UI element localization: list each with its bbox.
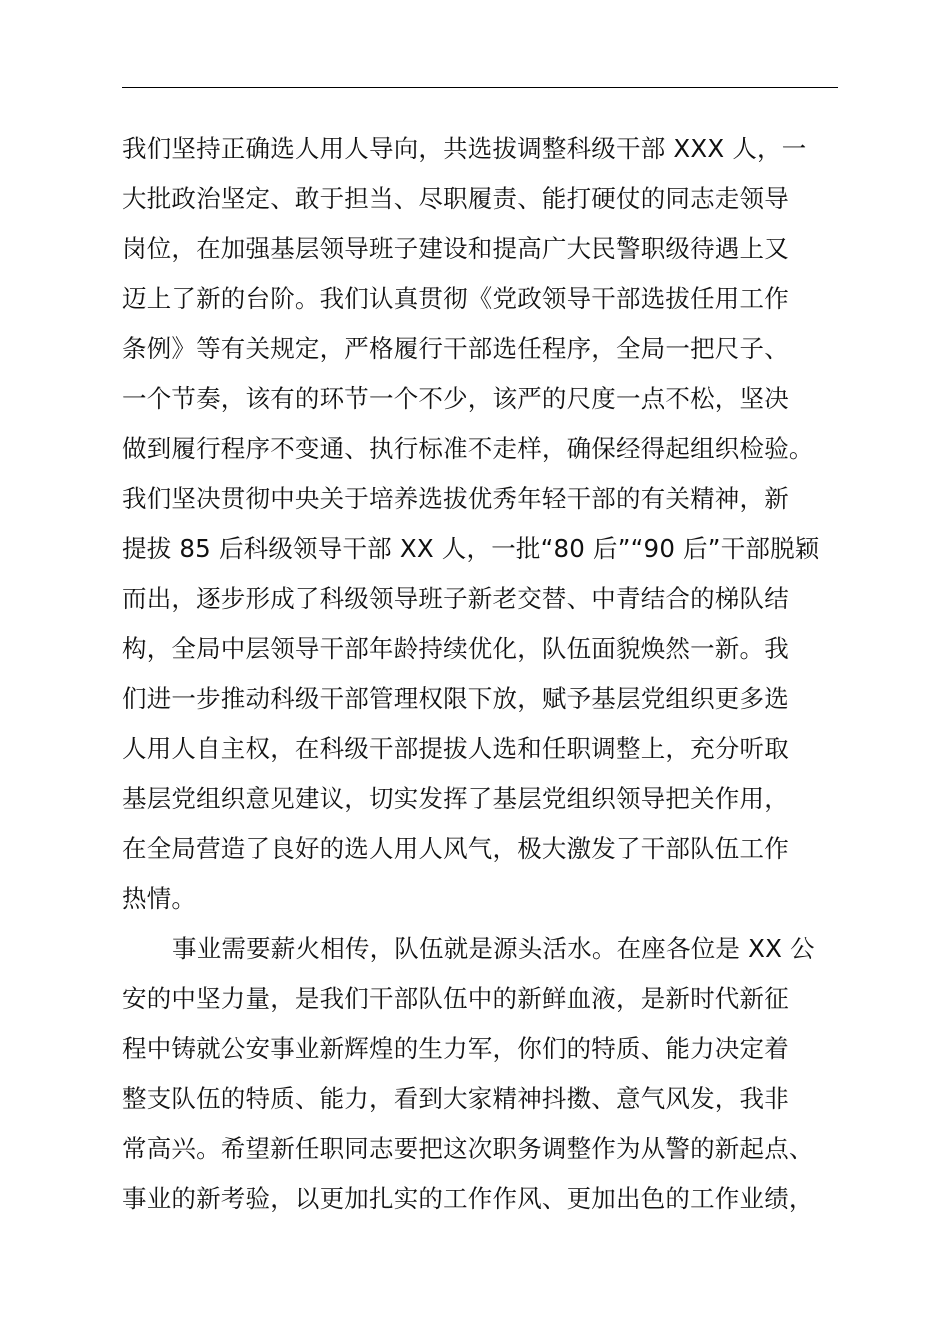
text-line: 程中铸就公安事业新辉煌的生力军，你们的特质、能力决定着 — [122, 1034, 789, 1063]
text-line: 事业需要薪火相传，队伍就是源头活水。在座各位是 XX 公 — [172, 934, 815, 963]
text-line: 一个节奏，该有的环节一个不少，该严的尺度一点不松，坚决 — [122, 384, 789, 413]
header-rule — [122, 87, 838, 88]
text-line: 们进一步推动科级干部管理权限下放，赋予基层党组织更多选 — [122, 684, 789, 713]
document-body — [122, 124, 862, 1224]
text-line: 构，全局中层领导干部年龄持续优化，队伍面貌焕然一新。我 — [122, 634, 789, 663]
text-line: 热情。 — [122, 884, 197, 913]
text-line: 做到履行程序不变通、执行标准不走样，确保经得起组织检验。 — [122, 434, 814, 463]
text-line: 而出，逐步形成了科级领导班子新老交替、中青结合的梯队结 — [122, 584, 789, 613]
text-line: 事业的新考验，以更加扎实的工作作风、更加出色的工作业绩， — [122, 1184, 814, 1213]
text-line: 岗位，在加强基层领导班子建设和提高广大民警职级待遇上又 — [122, 234, 789, 263]
text-line: 在全局营造了良好的选人用人风气，极大激发了干部队伍工作 — [122, 834, 789, 863]
text-line: 基层党组织意见建议，切实发挥了基层党组织领导把关作用， — [122, 784, 789, 813]
text-line: 迈上了新的台阶。我们认真贯彻《党政领导干部选拔任用工作 — [122, 284, 789, 313]
text-line: 提拔 85 后科级领导干部 XX 人，一批“80 后”“90 后”干部脱颖 — [122, 534, 820, 563]
paragraph-2 — [122, 924, 862, 1224]
text-line: 大批政治坚定、敢于担当、尽职履责、能打硬仗的同志走领导 — [122, 184, 789, 213]
paragraph-1 — [122, 124, 862, 924]
text-line: 我们坚决贯彻中央关于培养选拔优秀年轻干部的有关精神，新 — [122, 484, 789, 513]
text-line: 人用人自主权，在科级干部提拔人选和任职调整上，充分听取 — [122, 734, 789, 763]
text-line: 常高兴。希望新任职同志要把这次职务调整作为从警的新起点、 — [122, 1134, 814, 1163]
text-line: 安的中坚力量，是我们干部队伍中的新鲜血液，是新时代新征 — [122, 984, 789, 1013]
text-line: 整支队伍的特质、能力，看到大家精神抖擞、意气风发，我非 — [122, 1084, 789, 1113]
text-line: 条例》等有关规定，严格履行干部选任程序，全局一把尺子、 — [122, 334, 789, 363]
text-line: 我们坚持正确选人用人导向，共选拔调整科级干部 XXX 人，一 — [122, 134, 807, 163]
